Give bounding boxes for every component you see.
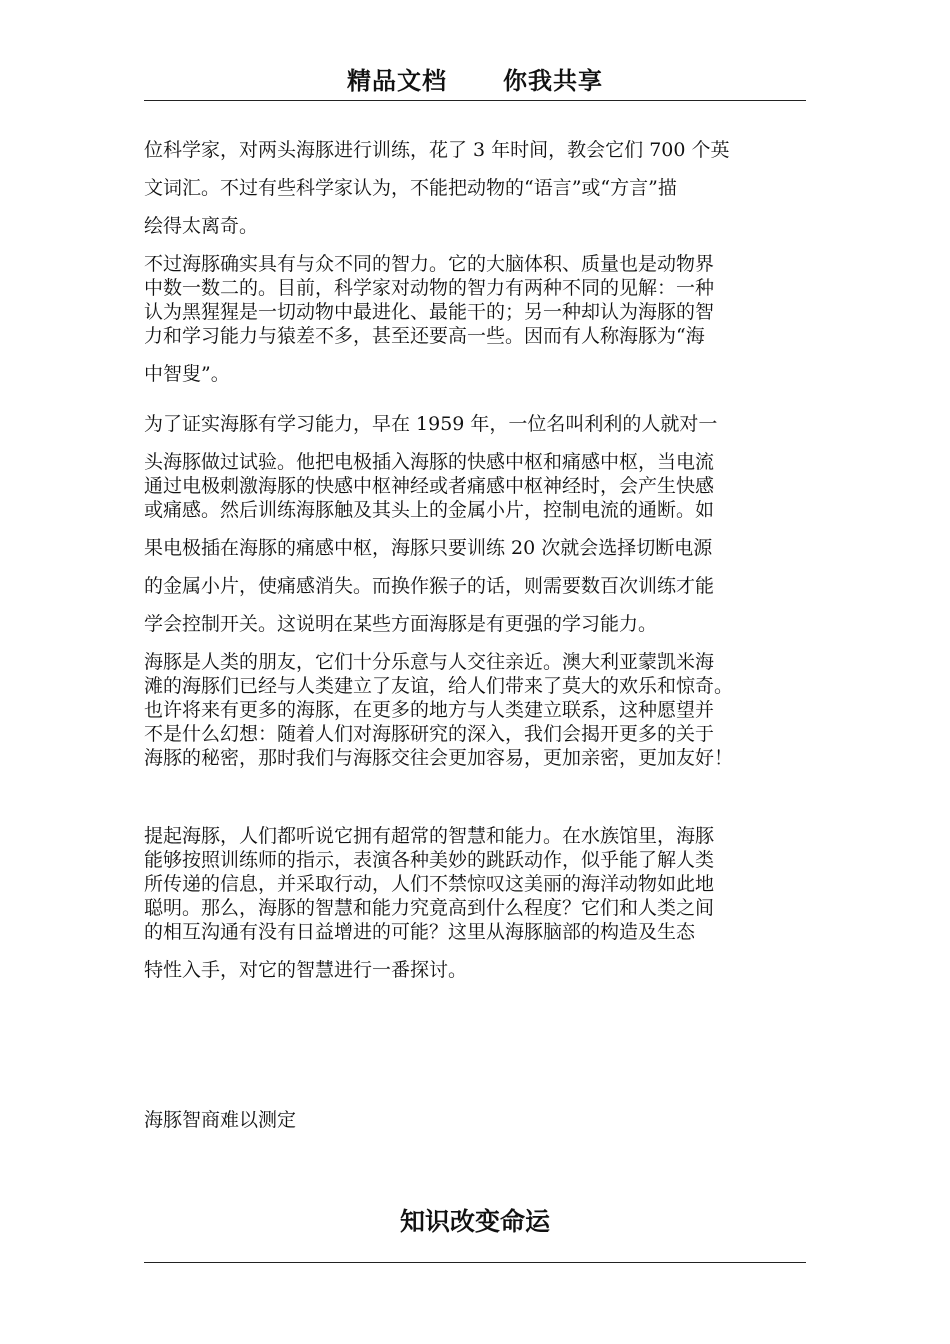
text-line: 学会控制开关。这说明在某些方面海豚是有更强的学习能力。 [144, 613, 658, 635]
text-line: 特性入手，对它的智慧进行一番探讨。 [144, 959, 468, 981]
header-left-text: 精品文档 [347, 66, 447, 95]
footer-rule [144, 1262, 806, 1263]
text-line: 果电极插在海豚的痛感中枢，海豚只要训练 20 次就会选择切断电源 [144, 537, 713, 559]
header-text [347, 66, 603, 95]
text-line: 提起海豚，人们都听说它拥有超常的智慧和能力。在水族馆里，海豚 [144, 825, 715, 847]
text-line: 力和学习能力与猿差不多，甚至还要高一些。因而有人称海豚为“海 [144, 325, 705, 347]
paragraph-1 [144, 138, 814, 238]
text-line: 位科学家，对两头海豚进行训练，花了 3 年时间，教会它们 700 个英 [144, 139, 730, 161]
text-line: 的金属小片，使痛感消失。而换作猴子的话，则需要数百次训练才能 [144, 575, 715, 597]
footer-title: 知识改变命运 [399, 1207, 550, 1236]
text-line: 或痛感。然后训练海豚触及其头上的金属小片，控制电流的通断。如 [144, 499, 715, 521]
page-header [144, 64, 806, 101]
text-line: 认为黑猩猩是一切动物中最进化、最能干的；另一种却认为海豚的智 [144, 301, 715, 323]
text-line: 绘得太离奇。 [144, 215, 259, 237]
text-line: 所传递的信息，并采取行动，人们不禁惊叹这美丽的海洋动物如此地 [144, 873, 715, 895]
text-line: 能够按照训练师的指示，表演各种美妙的跳跃动作，似乎能了解人类 [144, 849, 715, 871]
text-line: 聪明。那么，海豚的智慧和能力究竟高到什么程度？它们和人类之间 [144, 897, 715, 919]
text-line: 通过电极刺激海豚的快感中枢神经或者痛感中枢神经时，会产生快感 [144, 475, 715, 497]
text-line: 为了证实海豚有学习能力，早在 1959 年，一位名叫利利的人就对一 [144, 413, 718, 435]
text-line: 也许将来有更多的海豚，在更多的地方与人类建立联系，这种愿望并 [144, 699, 715, 721]
text-line: 中数一数二的。目前，科学家对动物的智力有两种不同的见解：一种 [144, 277, 715, 299]
text-line: 头海豚做过试验。他把电极插入海豚的快感中枢和痛感中枢，当电流 [144, 451, 715, 473]
text-line: 中智叟”。 [144, 363, 230, 385]
paragraph-5 [144, 824, 814, 982]
paragraph-3 [144, 412, 814, 636]
text-line: 的相互沟通有没有日益增进的可能？这里从海豚脑部的构造及生态 [144, 921, 696, 943]
text-line: 文词汇。不过有些科学家认为，不能把动物的“语言”或“方言”描 [144, 177, 677, 199]
header-right-text: 你我共享 [503, 66, 603, 95]
text-line: 滩的海豚们已经与人类建立了友谊，给人们带来了莫大的欢乐和惊奇。 [144, 675, 734, 697]
text-line: 不过海豚确实具有与众不同的智力。它的大脑体积、质量也是动物界 [144, 253, 715, 275]
text-line: 海豚的秘密，那时我们与海豚交往会更加容易，更加亲密，更加友好！ [144, 747, 734, 769]
text-line: 海豚是人类的朋友，它们十分乐意与人交往亲近。澳大利亚蒙凯米海 [144, 651, 715, 673]
paragraph-2 [144, 252, 814, 386]
section-heading: 海豚智商难以测定 [144, 1109, 297, 1131]
paragraph-4 [144, 650, 814, 770]
section-heading-paragraph [144, 1108, 814, 1132]
text-line: 不是什么幻想：随着人们对海豚研究的深入，我们会揭开更多的关于 [144, 723, 715, 745]
